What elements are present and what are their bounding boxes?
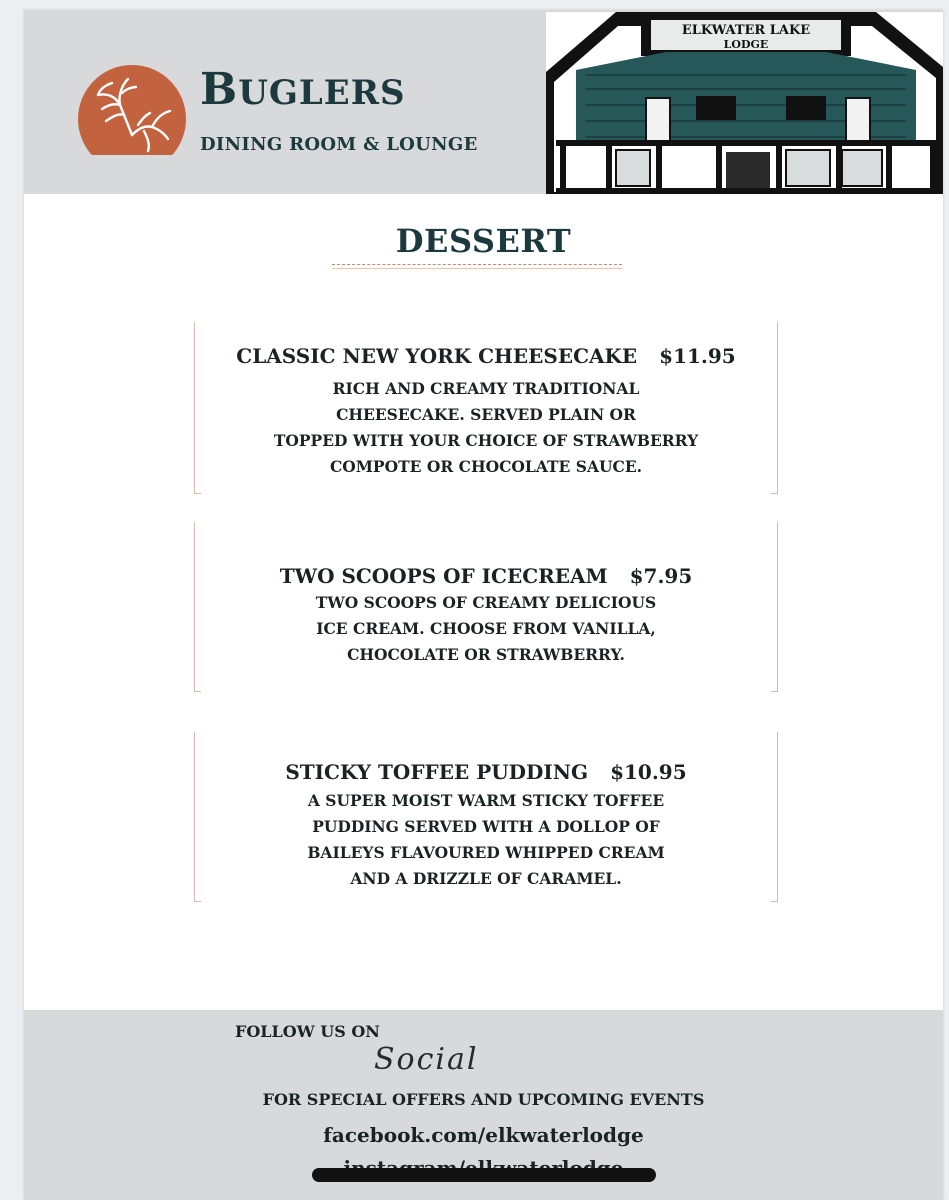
item-name: STICKY TOFFEE PUDDING <box>285 760 589 784</box>
facebook-link[interactable]: facebook.com/elkwaterlodge <box>323 1123 644 1147</box>
item-price: $7.95 <box>629 564 693 588</box>
item-price: $10.95 <box>610 760 687 784</box>
item-description-line: CHOCOLATE OR STRAWBERRY. <box>347 645 625 664</box>
home-indicator[interactable] <box>312 1168 656 1182</box>
frame-right <box>771 522 778 692</box>
menu-item <box>194 522 778 692</box>
elk-logo-icon <box>78 65 186 155</box>
section-title: DESSERT <box>395 222 572 260</box>
item-description-line: A SUPER MOIST WARM STICKY TOFFEE <box>307 791 665 810</box>
frame-left <box>194 732 201 902</box>
lodge-sign-line1: ELKWATER LAKE <box>681 23 811 38</box>
item-description <box>194 788 778 892</box>
item-name: CLASSIC NEW YORK CHEESECAKE <box>236 344 638 368</box>
frame-right <box>771 322 778 494</box>
item-description-line: TWO SCOOPS OF CREAMY DELICIOUS <box>315 593 657 612</box>
social-script: Social <box>374 1042 479 1077</box>
item-description-line: ICE CREAM. CHOOSE FROM VANILLA, <box>316 619 656 638</box>
menu-item <box>194 732 778 902</box>
item-description-line: AND A DRIZZLE OF CARAMEL. <box>350 869 622 888</box>
lodge-sign-line2: LODGE <box>723 38 769 51</box>
item-description-line: BAILEYS FLAVOURED WHIPPED CREAM <box>307 843 665 862</box>
item-description-line: TOPPED WITH YOUR CHOICE OF STRAWBERRY <box>273 431 699 450</box>
brand-subtitle: DINING ROOM & LOUNGE <box>200 134 478 155</box>
item-description-line: COMPOTE OR CHOCOLATE SAUCE. <box>329 457 643 476</box>
menu-page <box>24 10 943 1200</box>
frame-left <box>194 322 201 494</box>
item-description <box>194 590 778 668</box>
brand-name <box>200 64 406 115</box>
item-description <box>194 376 778 480</box>
menu-header <box>24 10 943 194</box>
item-description-line: CHEESECAKE. SERVED PLAIN OR <box>336 405 636 424</box>
frame-left <box>194 522 201 692</box>
brand-initial: B <box>200 64 239 115</box>
frame-right <box>771 732 778 902</box>
title-divider <box>332 264 622 269</box>
follow-label: FOLLOW US ON <box>235 1022 380 1041</box>
offers-text: FOR SPECIAL OFFERS AND UPCOMING EVENTS <box>262 1090 705 1109</box>
item-name: TWO SCOOPS OF ICECREAM <box>279 564 608 588</box>
brand-rest: UGLERS <box>238 73 406 113</box>
item-description-line: RICH AND CREAMY TRADITIONAL <box>332 379 640 398</box>
lodge-photo <box>546 12 943 194</box>
item-price: $11.95 <box>659 344 736 368</box>
menu-item <box>194 322 778 494</box>
item-description-line: PUDDING SERVED WITH A DOLLOP OF <box>312 817 660 836</box>
